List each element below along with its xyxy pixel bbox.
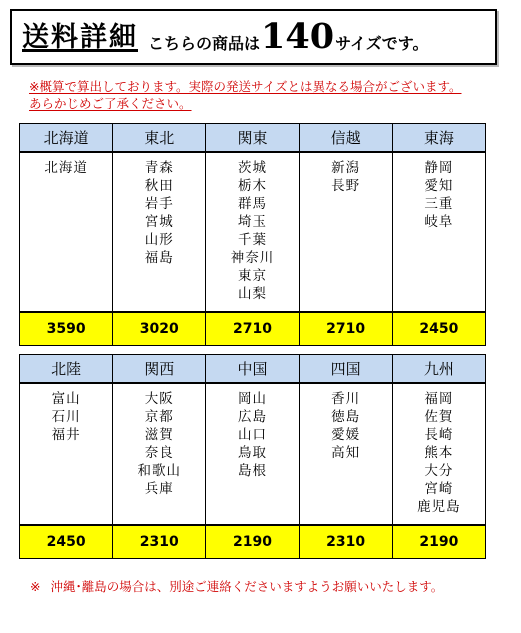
prefecture-item: 岡山 [237, 391, 267, 407]
prefecture-item: 熊本 [424, 445, 454, 461]
prefecture-item: 青森 [144, 160, 174, 176]
prefecture-item: 神奈川 [230, 250, 275, 266]
region-header: 九州 [392, 355, 485, 384]
table-prefecture-row [20, 152, 486, 312]
shipping-table-1 [19, 123, 486, 346]
prefecture-item: 茨城 [237, 160, 267, 176]
prefecture-item: 新潟 [331, 160, 361, 176]
region-header: 東海 [392, 124, 485, 153]
prefecture-item: 広島 [237, 409, 267, 425]
prefecture-item: 千葉 [237, 232, 267, 248]
prefecture-item: 山形 [144, 232, 174, 248]
price-cell: 2710 [206, 312, 299, 346]
prefecture-cell [299, 152, 392, 312]
prefecture-cell [392, 152, 485, 312]
prefecture-item: 秋田 [144, 178, 174, 194]
title-size: 140 [261, 16, 335, 57]
region-header: 北海道 [20, 124, 113, 153]
prefecture-item: 大分 [424, 463, 454, 479]
prefecture-item: 東京 [237, 268, 267, 284]
price-cell: 2310 [113, 525, 206, 559]
prefecture-item: 京都 [144, 409, 174, 425]
table-header-row [20, 124, 486, 153]
prefecture-item: 福島 [144, 250, 174, 266]
price-cell: 2450 [20, 525, 113, 559]
prefecture-item: 滋賀 [144, 427, 174, 443]
region-header: 四国 [299, 355, 392, 384]
prefecture-item: 栃木 [237, 178, 267, 194]
price-cell: 2190 [206, 525, 299, 559]
prefecture-item: 静岡 [424, 160, 454, 176]
prefecture-item: 群馬 [237, 196, 267, 212]
prefecture-item: 石川 [51, 409, 81, 425]
table-price-row [20, 525, 486, 559]
prefecture-cell [20, 152, 113, 312]
prefecture-item: 大阪 [144, 391, 174, 407]
price-cell: 2710 [299, 312, 392, 346]
region-header: 中国 [206, 355, 299, 384]
table-header-row [20, 355, 486, 384]
prefecture-item: 岩手 [144, 196, 174, 212]
prefecture-item: 富山 [51, 391, 81, 407]
notice-line-1: ※概算で算出しております。実際の発送サイズとは異なる場合がございます。 [29, 79, 462, 94]
price-cell: 3590 [20, 312, 113, 346]
footer-mark: ※ [30, 579, 41, 594]
region-header: 東北 [113, 124, 206, 153]
footer-text: 沖縄･離島の場合は、別途ご連絡くださいますようお願いいたします。 [50, 579, 444, 594]
title-sub-after: サイズです。 [335, 34, 429, 53]
region-header: 信越 [299, 124, 392, 153]
price-cell: 2450 [392, 312, 485, 346]
prefecture-cell [20, 383, 113, 525]
prefecture-item: 和歌山 [137, 463, 182, 479]
notice-line-2: あらかじめご了承ください。 [29, 96, 192, 111]
price-cell: 2310 [299, 525, 392, 559]
prefecture-item: 奈良 [144, 445, 174, 461]
title-sub-before: こちらの商品は [148, 34, 261, 53]
table-price-row [20, 312, 486, 346]
prefecture-item: 愛媛 [331, 427, 361, 443]
prefecture-item: 佐賀 [424, 409, 454, 425]
shipping-table-2 [19, 354, 486, 559]
region-header: 関東 [206, 124, 299, 153]
prefecture-item: 山口 [237, 427, 267, 443]
table-prefecture-row [20, 383, 486, 525]
prefecture-item: 香川 [331, 391, 361, 407]
prefecture-item: 高知 [331, 445, 361, 461]
notice [29, 78, 499, 112]
prefecture-cell [299, 383, 392, 525]
prefecture-cell [206, 152, 299, 312]
prefecture-item: 鹿児島 [417, 499, 461, 515]
prefecture-item: 岐阜 [424, 214, 454, 230]
prefecture-item: 島根 [237, 463, 267, 479]
footer-note [30, 577, 443, 595]
prefecture-item: 宮崎 [424, 481, 454, 497]
prefecture-item: 福井 [51, 427, 81, 443]
prefecture-item: 鳥取 [237, 445, 267, 461]
prefecture-cell [392, 383, 485, 525]
prefecture-item: 三重 [424, 196, 454, 212]
region-header: 関西 [113, 355, 206, 384]
prefecture-item: 山梨 [237, 286, 267, 302]
region-header: 北陸 [20, 355, 113, 384]
prefecture-item: 長野 [331, 178, 361, 194]
prefecture-item: 徳島 [331, 409, 361, 425]
price-cell: 2190 [392, 525, 485, 559]
prefecture-item: 北海道 [44, 160, 88, 176]
prefecture-item: 長崎 [424, 427, 454, 443]
prefecture-cell [206, 383, 299, 525]
price-cell: 3020 [113, 312, 206, 346]
prefecture-cell [113, 152, 206, 312]
title-box [10, 9, 497, 65]
prefecture-cell [113, 383, 206, 525]
page-title: 送料詳細 [22, 22, 138, 53]
prefecture-item: 埼玉 [237, 214, 267, 230]
prefecture-item: 愛知 [424, 178, 454, 194]
prefecture-item: 宮城 [144, 214, 174, 230]
prefecture-item: 兵庫 [144, 481, 174, 497]
prefecture-item: 福岡 [424, 391, 454, 407]
